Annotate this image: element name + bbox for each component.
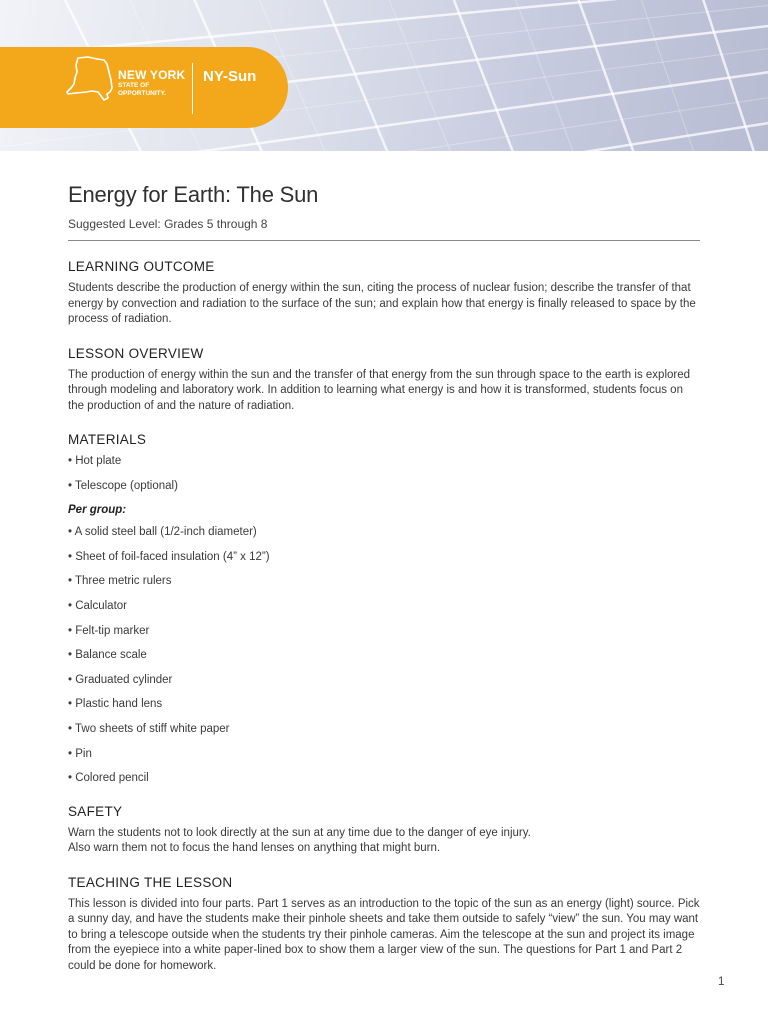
materials-general-list (68, 454, 700, 503)
materials-heading: MATERIALS (68, 432, 147, 447)
document-body (68, 182, 700, 974)
logo-tagline: STATE OF OPPORTUNITY. (118, 82, 167, 97)
page-title: Energy for Earth: The Sun (68, 182, 319, 207)
safety-heading: SAFETY (68, 803, 123, 819)
teaching-heading: TEACHING THE LESSON (68, 874, 233, 890)
lesson-overview-text: The production of energy within the sun and the transfer of that energy from the sun through space to the earth is explored through modeling and laboratory work. In addition to learning what energy is and how it is transformed, students focus on the production of and the nature of radiation. (68, 368, 691, 412)
list-item: • Three metric rulers (68, 575, 172, 588)
list-item: • Felt-tip marker (68, 624, 150, 637)
list-item: • Telescope (optional) (68, 479, 178, 492)
list-item: • Graduated cylinder (68, 673, 173, 686)
list-item: • Colored pencil (68, 772, 149, 785)
teaching-text: This lesson is divided into four parts. Part 1 serves as an introduction to the topic of the sun as an energy (light) source. Pick a sunny day, and have the students make their pinhole sheets and take them outside to safely “view” the sun. You may want to bring a telescope outside when the students try their pinhole cameras. Aim the telescope at the sun and project its image from the eyepiece into a white paper-lined box to show them a larger view of the sun. The questions for Part 1 and Part 2 could be done for homework. (68, 897, 700, 972)
list-item: • Balance scale (68, 649, 147, 662)
list-item: • Plastic hand lens (68, 698, 163, 711)
title-divider (68, 240, 700, 241)
suggested-level: Suggested Level: Grades 5 through 8 (68, 217, 268, 231)
safety-text-line-1: Warn the students not to look directly at the sun at any time due to the danger of eye injury. (68, 826, 531, 839)
safety-text-line-2: Also warn them not to focus the hand lenses on anything that might burn. (68, 842, 441, 855)
list-item: • A solid steel ball (1/2-inch diameter) (68, 526, 257, 539)
logo-state-name: NEW YORK (118, 68, 186, 82)
header-banner (0, 0, 768, 151)
materials-group-list (68, 525, 700, 796)
logo-divider (192, 63, 193, 114)
list-item: • Sheet of foil-faced insulation (4” x 12”) (68, 550, 270, 563)
list-item: • Hot plate (68, 455, 122, 467)
lesson-overview-heading: LESSON OVERVIEW (68, 345, 204, 361)
learning-outcome-heading: LEARNING OUTCOME (68, 259, 215, 274)
learning-outcome-text: Students describe the production of energy within the sun, citing the process of nuclear fusion; describe the transfer of that energy by convection and radiation to the surface of the sun; and explain how that energy is finally released to space by the process of radiation. (68, 282, 696, 325)
list-item: • Pin (68, 747, 92, 760)
page-number: 1 (718, 976, 725, 988)
logo-program-name: NY-Sun (203, 68, 257, 85)
new-york-state-map-icon (64, 56, 114, 102)
list-item: • Two sheets of stiff white paper (68, 722, 230, 735)
per-group-label: Per group: (68, 504, 127, 517)
list-item: • Calculator (68, 599, 127, 612)
